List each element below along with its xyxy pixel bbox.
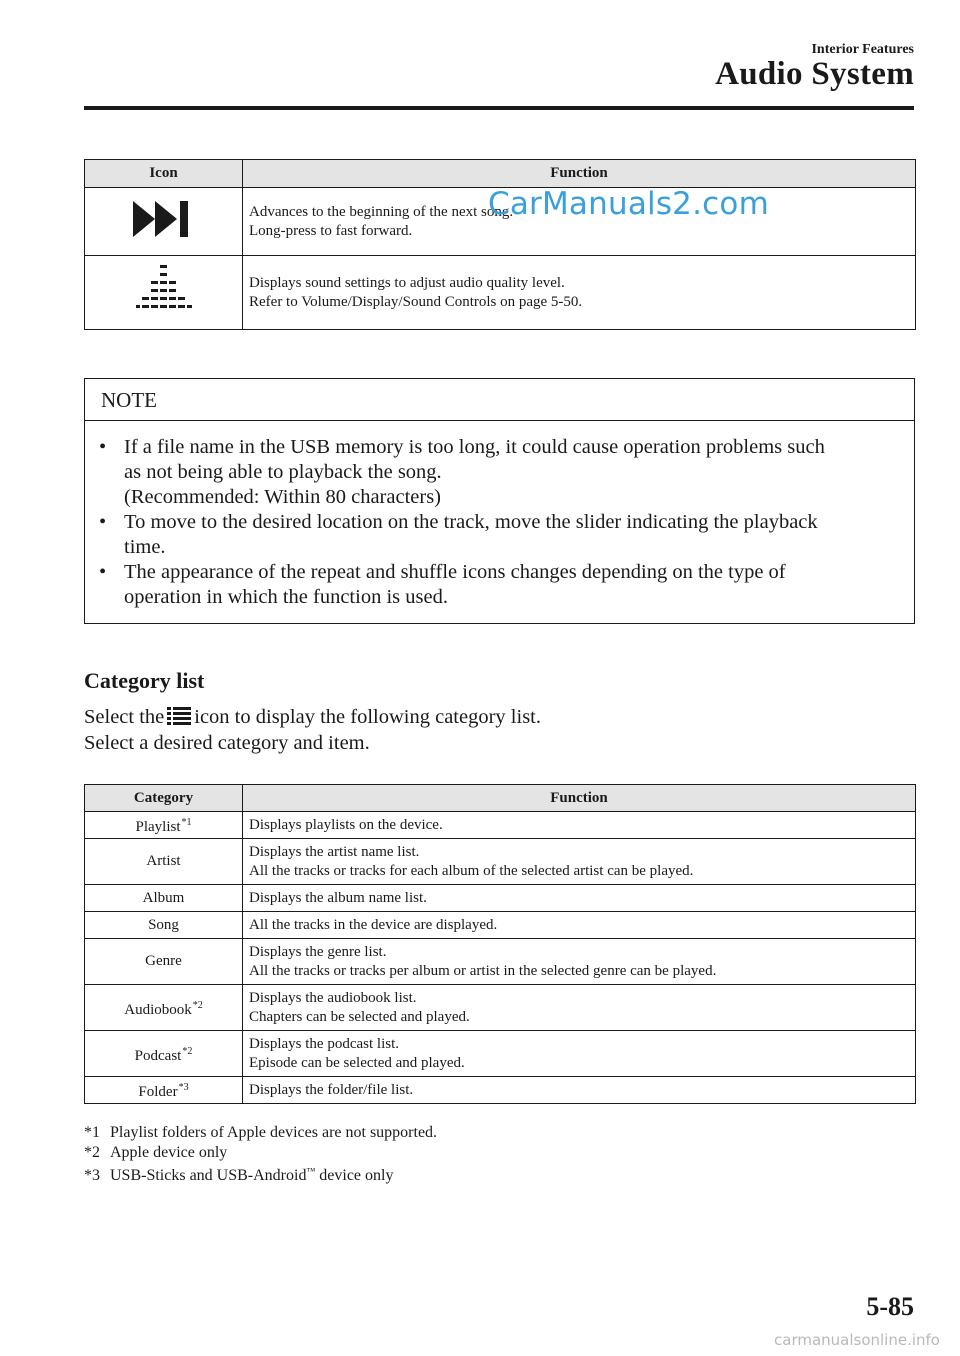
footnote-text: Apple device only: [110, 1143, 228, 1161]
note-line: operation in which the function is used.: [124, 586, 448, 608]
function-text: Displays the folder/file list.: [249, 1081, 414, 1098]
equalizer-icon: [136, 265, 192, 315]
footnote: [84, 1162, 437, 1186]
instruction-text: Select the: [84, 706, 165, 728]
note-line: The appearance of the repeat and shuffle icons changes depending on the type of: [124, 561, 786, 583]
function-text: Displays the genre list.: [249, 943, 387, 960]
table-row: [85, 1031, 916, 1077]
note-title: NOTE: [85, 379, 914, 421]
instruction-paragraph: [84, 706, 541, 729]
function-column-header: Function: [243, 785, 916, 812]
table-row: [85, 939, 916, 985]
table-row: [85, 912, 916, 939]
table-row: [85, 985, 916, 1031]
category-name: Artist: [146, 853, 181, 869]
function-text: Episode can be selected and played.: [249, 1054, 465, 1071]
note-item: [99, 560, 890, 610]
category-name: Playlist: [135, 819, 181, 835]
note-line: as not being able to playback the song.: [124, 461, 442, 483]
footnote: [84, 1123, 437, 1143]
site-watermark: carmanualsonline.info: [774, 1331, 940, 1349]
footnote-number: *2: [84, 1143, 100, 1161]
footnote-mark: *3: [178, 1082, 189, 1093]
skip-next-icon: [133, 201, 195, 237]
list-icon: [167, 706, 191, 726]
function-text: Displays the audiobook list.: [249, 989, 417, 1006]
section-label: Interior Features: [811, 42, 914, 57]
function-text: Refer to Volume/Display/Sound Controls on page 5-50.: [249, 293, 583, 310]
page-title: Audio System: [715, 56, 914, 92]
footnotes: [84, 1123, 437, 1186]
trademark-symbol: ™: [306, 1166, 316, 1176]
footnote-text: Playlist folders of Apple devices are not supported.: [110, 1124, 438, 1141]
category-name: Genre: [145, 953, 182, 969]
function-text: All the tracks or tracks per album or artist in the selected genre can be played.: [249, 962, 717, 979]
category-name: Album: [142, 889, 185, 906]
function-text: Displays the artist name list.: [249, 843, 420, 860]
instruction-paragraph: Select a desired category and item.: [84, 732, 370, 754]
table-row: [85, 812, 916, 839]
page-number: 5-85: [866, 1292, 914, 1321]
category-column-header: Category: [85, 785, 243, 812]
note-line: time.: [124, 536, 166, 558]
function-text: Chapters can be selected and played.: [249, 1008, 470, 1025]
table-row: [85, 256, 916, 330]
function-text: Long-press to fast forward.: [249, 222, 413, 239]
function-text: Displays the album name list.: [249, 889, 427, 906]
bullet: •: [99, 511, 107, 533]
function-column-header: Function: [243, 160, 916, 188]
note-item: [99, 435, 890, 510]
icon-function-table: [84, 159, 916, 330]
function-text: Advances to the beginning of the next song.: [249, 203, 514, 220]
function-text: All the tracks in the device are displayed.: [249, 916, 498, 933]
watermark: CarManuals2.com: [488, 186, 769, 222]
note-line: To move to the desired location on the track, move the slider indicating the playback: [124, 511, 818, 533]
category-name: Song: [148, 916, 179, 933]
category-name: Folder: [138, 1084, 178, 1100]
category-name: Audiobook: [124, 1001, 192, 1018]
function-text: Displays playlists on the device.: [249, 816, 443, 833]
footnote: [84, 1143, 437, 1163]
bullet: •: [99, 561, 107, 583]
bullet: •: [99, 436, 107, 458]
table-row: [85, 1077, 916, 1104]
instruction-text: icon to display the following category list.: [194, 706, 541, 728]
footnote-number: *1: [84, 1124, 100, 1141]
footnote-text: device only: [315, 1167, 394, 1184]
note-item: [99, 510, 890, 560]
function-text: Displays the podcast list.: [249, 1035, 399, 1052]
footnote-mark: *2: [182, 1045, 193, 1057]
icon-column-header: Icon: [85, 160, 243, 188]
category-name: Podcast: [134, 1047, 182, 1064]
footnote-number: *3: [84, 1167, 100, 1184]
table-row: [85, 885, 916, 912]
footnote-mark: *2: [192, 999, 203, 1011]
header-divider: [84, 106, 914, 110]
footnote-text: USB-Sticks and USB-Android: [110, 1167, 307, 1184]
function-text: Displays sound settings to adjust audio quality level.: [249, 274, 565, 291]
note-box: [84, 378, 915, 624]
note-line: If a file name in the USB memory is too long, it could cause operation problems such: [124, 436, 825, 458]
section-heading: Category list: [84, 668, 205, 693]
table-row: [85, 839, 916, 885]
category-table: [84, 784, 916, 1104]
function-text: All the tracks or tracks for each album of the selected artist can be played.: [249, 862, 694, 879]
footnote-mark: *1: [181, 817, 192, 828]
note-list: [85, 421, 914, 610]
note-line: (Recommended: Within 80 characters): [124, 486, 441, 508]
